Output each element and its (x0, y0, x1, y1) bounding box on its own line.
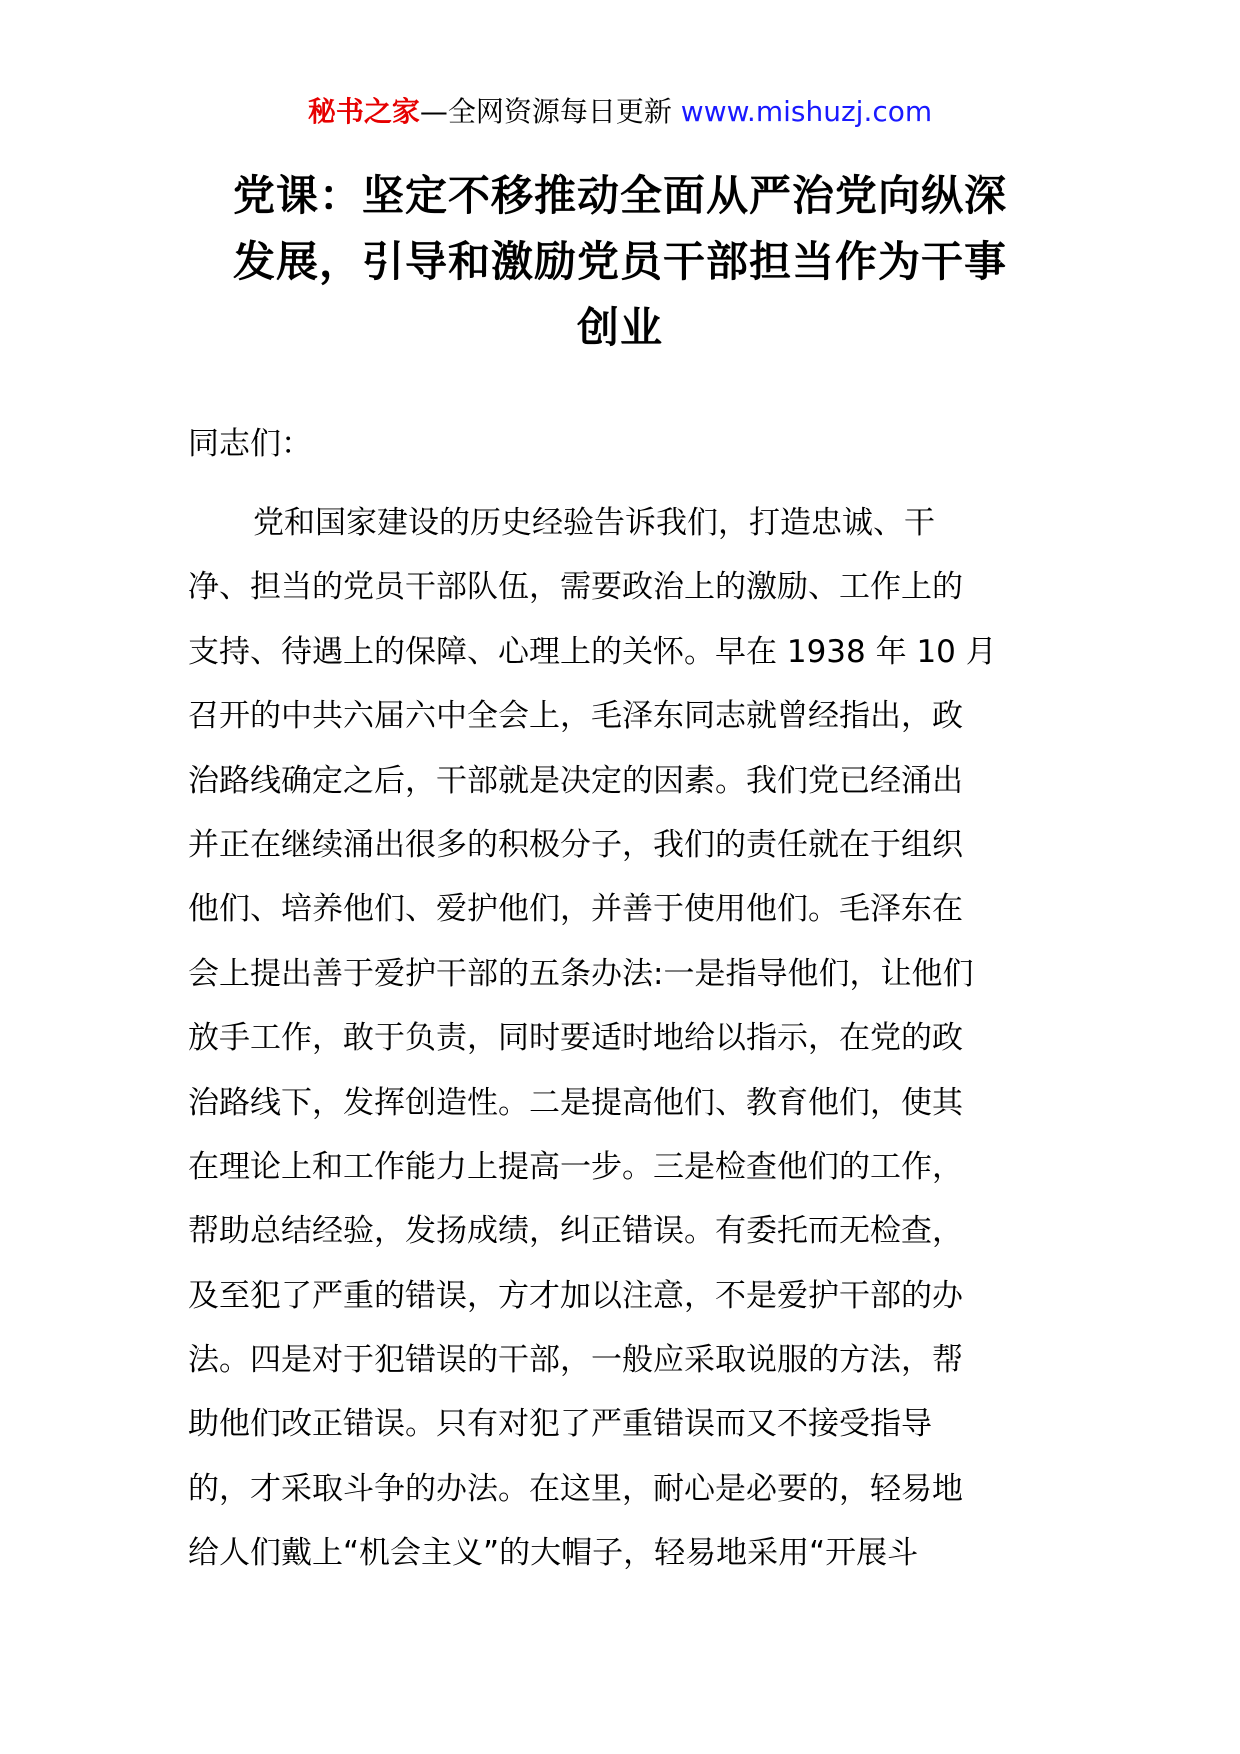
paragraph-line: 在理论上和工作能力上提高一步。三是检查他们的工作， (188, 1148, 963, 1185)
paragraph-line: 及至犯了严重的错误，方才加以注意，不是爱护干部的办 (188, 1277, 963, 1314)
paragraph-line: 治路线确定之后，干部就是决定的因素。我们党已经涌出 (188, 762, 963, 799)
body-paragraph (188, 491, 1058, 1586)
site-header (0, 92, 1240, 132)
site-url-link[interactable]: www.mishuzj.com (680, 95, 933, 128)
site-brand: 秘书之家 (307, 95, 420, 128)
title-line: 创业 (576, 303, 663, 352)
paragraph-line: 法。四是对于犯错误的干部，一般应采取说服的方法，帮 (188, 1342, 963, 1379)
paragraph-line: 会上提出善于爱护干部的五条办法:一是指导他们，让他们 (188, 955, 974, 992)
paragraph-line: 召开的中共六届六中全会上，毛泽东同志就曾经指出，政 (188, 698, 963, 735)
paragraph-line: 他们、培养他们、爱护他们，并善于使用他们。毛泽东在 (188, 891, 963, 928)
paragraph-line: 治路线下，发挥创造性。二是提高他们、教育他们，使其 (188, 1084, 963, 1121)
title-line: 发展，引导和激励党员干部担当作为干事 (232, 237, 1007, 286)
document-title (190, 163, 1050, 361)
paragraph-line: 给人们戴上“机会主义”的大帽子，轻易地采用“开展斗 (188, 1535, 919, 1572)
paragraph-line: 帮助总结经验，发扬成绩，纠正错误。有委托而无检查， (188, 1213, 963, 1250)
paragraph-line: 放手工作，敢于负责，同时要适时地给以指示，在党的政 (188, 1020, 963, 1057)
title-line: 党课：坚定不移推动全面从严治党向纵深 (232, 171, 1007, 220)
paragraph-line: 的，才采取斗争的办法。在这里，耐心是必要的，轻易地 (188, 1470, 963, 1507)
site-tagline: —全网资源每日更新 (419, 95, 672, 128)
paragraph-line: 支持、待遇上的保障、心理上的关怀。早在 1938 年 10 月 (188, 633, 997, 670)
paragraph-line: 助他们改正错误。只有对犯了严重错误而又不接受指导 (188, 1406, 932, 1443)
salutation: 同志们： (188, 426, 312, 462)
paragraph-line: 党和国家建设的历史经验告诉我们，打造忠诚、干 (253, 505, 935, 541)
paragraph-line: 净、担当的党员干部队伍，需要政治上的激励、工作上的 (188, 569, 963, 606)
paragraph-line: 并正在继续涌出很多的积极分子，我们的责任就在于组织 (188, 826, 963, 863)
